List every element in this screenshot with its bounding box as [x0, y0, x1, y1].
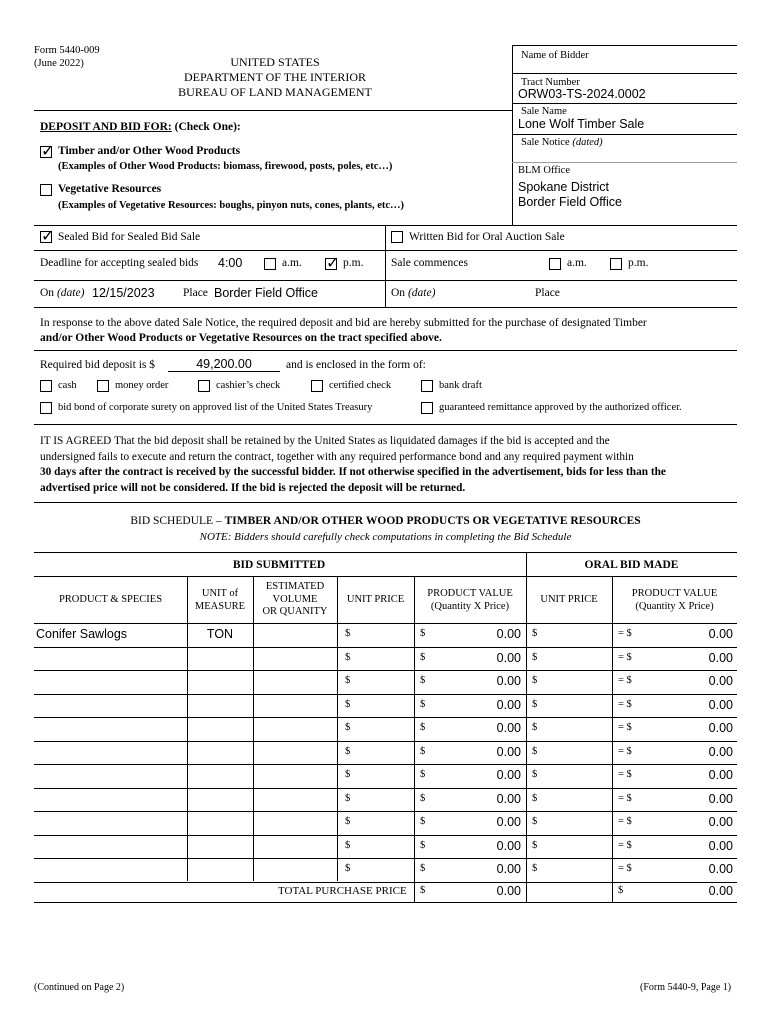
row-oral-unit-dollar: $ [532, 863, 538, 874]
total-purchase-value[interactable]: 0.00 [496, 884, 521, 898]
on-date-label: On (date) [40, 287, 85, 299]
row-volume-field[interactable] [254, 674, 336, 690]
row-value-dollar: $ [420, 652, 426, 663]
required-deposit-label: Required bid deposit is $ [40, 359, 155, 371]
row-oral-eq-dollar: = $ [618, 699, 632, 710]
row-product-value[interactable]: 0.00 [496, 721, 521, 735]
row-product-field[interactable] [36, 674, 185, 690]
oral-total-dollar-sign: $ [618, 885, 624, 896]
agreement-paragraph: IT IS AGREED That the bid deposit shall be retained by the United States as liquidated damages if the bid is accepted and the undersigned fails to execute and return the contract, together with any required performance bond and any required payment within 30 days after the contract is received by the successful bidder. If not otherwise specified in the advertisement, bids for less than the advertised price will not be considered. If the bid is rejected the deposit will be returned. [40, 435, 666, 494]
commence-place-label: Place [535, 287, 560, 299]
row-value-dollar: $ [420, 746, 426, 757]
row-unit-price-dollar: $ [345, 675, 351, 686]
row-product-field[interactable] [36, 862, 185, 878]
deadline-am-label: a.m. [282, 257, 302, 269]
col-oral-product-value: PRODUCT VALUE (Quantity X Price) [631, 588, 718, 612]
row-divider [34, 835, 737, 836]
vegetative-label: Vegetative Resources [58, 183, 162, 195]
sale-notice-label: Sale Notice (dated) [521, 137, 603, 148]
sealed-bid-checkbox[interactable] [40, 231, 52, 243]
row-product-field[interactable] [36, 651, 185, 667]
row-unit-price-dollar: $ [345, 652, 351, 663]
row-product-field[interactable] [36, 792, 185, 808]
guaranteed-remittance-checkbox[interactable] [421, 402, 433, 414]
row-product-value[interactable]: 0.00 [496, 768, 521, 782]
row-oral-unit-dollar: $ [532, 746, 538, 757]
row-unit-price-dollar: $ [345, 746, 351, 757]
row-volume-field[interactable] [254, 651, 336, 667]
row-volume-field[interactable] [254, 721, 336, 737]
row-product-field[interactable] [36, 815, 185, 831]
row-volume-field[interactable] [254, 815, 336, 831]
place-field[interactable]: Border Field Office [214, 286, 318, 300]
row-product-value[interactable]: 0.00 [496, 792, 521, 806]
row-oral-unit-dollar: $ [532, 699, 538, 710]
row-unit-field[interactable] [188, 862, 252, 878]
agency-line-2: DEPARTMENT OF THE INTERIOR [183, 70, 367, 84]
row-divider [34, 670, 737, 671]
row-oral-product-value[interactable]: 0.00 [708, 627, 733, 641]
tract-number-field[interactable]: ORW03-TS-2024.0002 [518, 87, 646, 101]
row-oral-unit-dollar: $ [532, 675, 538, 686]
row-product-field[interactable] [36, 745, 185, 761]
row-product-field[interactable] [36, 839, 185, 855]
money-order-checkbox[interactable] [97, 380, 109, 392]
row-unit-field[interactable] [188, 651, 252, 667]
enclosed-label: and is enclosed in the form of: [286, 359, 426, 371]
sealed-bid-label: Sealed Bid for Sealed Bid Sale [58, 231, 201, 243]
row-product-value[interactable]: 0.00 [496, 698, 521, 712]
row-divider [34, 858, 737, 859]
row-volume-field[interactable] [254, 768, 336, 784]
deadline-pm-label: p.m. [343, 257, 364, 269]
row-volume-field[interactable] [254, 792, 336, 808]
guaranteed-remittance-label: guaranteed remittance approved by the authorized officer. [439, 402, 682, 413]
row-unit-price-dollar: $ [345, 769, 351, 780]
row-oral-unit-dollar: $ [532, 628, 538, 639]
row-product-field[interactable] [36, 721, 185, 737]
row-product-value[interactable]: 0.00 [496, 745, 521, 759]
row-unit-price-dollar: $ [345, 816, 351, 827]
col-product-species: PRODUCT & SPECIES [58, 594, 163, 605]
row-value-dollar: $ [420, 628, 426, 639]
row-volume-field[interactable] [254, 862, 336, 878]
certified-check-label: certified check [329, 380, 392, 391]
row-oral-product-value[interactable]: 0.00 [708, 674, 733, 688]
row-unit-price-dollar: $ [345, 840, 351, 851]
deadline-pm-checkbox[interactable] [325, 258, 337, 270]
agency-line-3: BUREAU OF LAND MANAGEMENT [178, 85, 372, 99]
row-oral-eq-dollar: = $ [618, 816, 632, 827]
row-divider [34, 741, 737, 742]
tract-number-label: Tract Number [521, 77, 580, 88]
row-unit-price-dollar: $ [345, 793, 351, 804]
schedule-note: NOTE: Bidders should carefully check computations in completing the Bid Schedule [199, 531, 572, 543]
cashiers-check-checkbox[interactable] [198, 380, 210, 392]
row-oral-product-value[interactable]: 0.00 [708, 698, 733, 712]
on-date-field[interactable]: 12/15/2023 [92, 286, 155, 300]
commences-pm-checkbox[interactable] [610, 258, 622, 270]
row-oral-product-value[interactable]: 0.00 [708, 745, 733, 759]
row-oral-eq-dollar: = $ [618, 746, 632, 757]
bidder-name-field[interactable] [518, 58, 733, 72]
row-oral-eq-dollar: = $ [618, 675, 632, 686]
row-unit-price-dollar: $ [345, 722, 351, 733]
row-oral-product-value[interactable]: 0.00 [708, 862, 733, 876]
row-value-dollar: $ [420, 816, 426, 827]
row-unit-field[interactable] [188, 721, 252, 737]
written-bid-label: Written Bid for Oral Auction Sale [409, 231, 565, 243]
form-number: Form 5440-009 [34, 45, 100, 56]
footer-continued: (Continued on Page 2) [34, 982, 125, 993]
row-oral-product-value[interactable]: 0.00 [708, 792, 733, 806]
row-divider [34, 764, 737, 765]
row-oral-eq-dollar: = $ [618, 840, 632, 851]
form-date: (June 2022) [34, 58, 84, 69]
row-unit-price-dollar: $ [345, 628, 351, 639]
row-value-dollar: $ [420, 793, 426, 804]
row-unit-field[interactable] [188, 815, 252, 831]
commence-date-label: On (date) [391, 287, 436, 299]
sale-name-field[interactable]: Lone Wolf Timber Sale [518, 117, 645, 131]
agency-line-1: UNITED STATES [230, 55, 320, 69]
row-unit-field[interactable] [188, 745, 252, 761]
cashiers-check-label: cashier’s check [216, 380, 281, 391]
row-product-field[interactable] [36, 768, 185, 784]
row-unit-field[interactable] [188, 839, 252, 855]
row-value-dollar: $ [420, 769, 426, 780]
row-divider [34, 882, 737, 883]
row-oral-eq-dollar: = $ [618, 722, 632, 733]
vegetative-checkbox[interactable] [40, 184, 52, 196]
bid-bond-label: bid bond of corporate surety on approved list of the United States Treasury [58, 402, 373, 413]
row-value-dollar: $ [420, 722, 426, 733]
oral-total-value[interactable]: 0.00 [708, 884, 733, 898]
row-oral-product-value[interactable]: 0.00 [708, 815, 733, 829]
row-unit-field[interactable]: TON [206, 627, 234, 641]
row-oral-unit-dollar: $ [532, 816, 538, 827]
row-oral-eq-dollar: = $ [618, 769, 632, 780]
agency-heading [150, 55, 400, 100]
deadline-label: Deadline for accepting sealed bids [40, 257, 199, 269]
row-value-dollar: $ [420, 699, 426, 710]
row-unit-field[interactable] [188, 698, 252, 714]
col-unit-measure: UNIT of MEASURE [194, 588, 246, 612]
deposit-heading: DEPOSIT AND BID FOR: (Check One): [40, 121, 241, 133]
row-oral-eq-dollar: = $ [618, 793, 632, 804]
row-unit-field[interactable] [188, 768, 252, 784]
row-product-value[interactable]: 0.00 [496, 862, 521, 876]
row-oral-unit-dollar: $ [532, 840, 538, 851]
bid-bond-checkbox[interactable] [40, 402, 52, 414]
row-oral-eq-dollar: = $ [618, 628, 632, 639]
blm-office-line-2[interactable]: Border Field Office [518, 195, 622, 209]
timber-examples: (Examples of Other Wood Products: biomass, firewood, posts, poles, etc…) [58, 161, 393, 172]
row-oral-unit-dollar: $ [532, 769, 538, 780]
row-product-value[interactable]: 0.00 [496, 627, 521, 641]
row-oral-unit-dollar: $ [532, 793, 538, 804]
bid-submitted-heading: BID SUBMITTED [232, 559, 326, 571]
row-oral-eq-dollar: = $ [618, 652, 632, 663]
row-divider [34, 647, 737, 648]
row-oral-unit-dollar: $ [532, 722, 538, 733]
certified-check-checkbox[interactable] [311, 380, 323, 392]
row-product-value[interactable]: 0.00 [496, 839, 521, 853]
timber-checkbox[interactable] [40, 146, 52, 158]
bank-draft-checkbox[interactable] [421, 380, 433, 392]
col-estimated-volume: ESTIMATED VOLUME OR QUANITY [262, 581, 328, 617]
row-product-field[interactable] [36, 698, 185, 714]
timber-label: Timber and/or Other Wood Products [58, 145, 241, 157]
row-product-value[interactable]: 0.00 [496, 674, 521, 688]
row-value-dollar: $ [420, 840, 426, 851]
row-value-dollar: $ [420, 675, 426, 686]
row-divider [34, 811, 737, 812]
row-product-value[interactable]: 0.00 [496, 651, 521, 665]
commences-pm-label: p.m. [628, 257, 649, 269]
col-product-value: PRODUCT VALUE (Quantity X Price) [427, 588, 513, 612]
row-product-field[interactable]: Conifer Sawlogs [36, 627, 128, 641]
row-product-value[interactable]: 0.00 [496, 815, 521, 829]
row-value-dollar: $ [420, 863, 426, 874]
schedule-title: BID SCHEDULE – TIMBER AND/OR OTHER WOOD PRODUCTS OR VEGETATIVE RESOURCES [130, 515, 641, 527]
blm-office-label: BLM Office [518, 165, 571, 176]
row-divider [34, 717, 737, 718]
row-volume-field[interactable] [254, 745, 336, 761]
row-oral-product-value[interactable]: 0.00 [708, 651, 733, 665]
response-paragraph: In response to the above dated Sale Notice, the required deposit and bid are hereby submitted for the purchase of designated Timber and/or Other Wood Products or Vegetative Resources on the tract specified above. [40, 317, 647, 344]
total-dollar-sign: $ [420, 885, 426, 896]
commences-am-checkbox[interactable] [549, 258, 561, 270]
row-oral-product-value[interactable]: 0.00 [708, 839, 733, 853]
footer-page: (Form 5440-9, Page 1) [640, 982, 732, 993]
vegetative-examples: (Examples of Vegetative Resources: boughs, pinyon nuts, cones, plants, etc…) [58, 200, 405, 211]
written-bid-checkbox[interactable] [391, 231, 403, 243]
row-unit-price-dollar: $ [345, 863, 351, 874]
commences-am-label: a.m. [567, 257, 587, 269]
row-unit-price-dollar: $ [345, 699, 351, 710]
row-oral-product-value[interactable]: 0.00 [708, 721, 733, 735]
row-unit-field[interactable] [188, 674, 252, 690]
col-unit-price: UNIT PRICE [346, 594, 405, 605]
col-oral-unit-price: UNIT PRICE [540, 594, 598, 605]
bank-draft-label: bank draft [439, 380, 482, 391]
row-divider [34, 694, 737, 695]
row-oral-product-value[interactable]: 0.00 [708, 768, 733, 782]
blm-office-line-1[interactable]: Spokane District [518, 180, 610, 194]
oral-bid-heading: ORAL BID MADE [584, 559, 679, 571]
row-unit-field[interactable] [188, 792, 252, 808]
deadline-time-field[interactable]: 4:00 [218, 256, 243, 270]
cash-label: cash [58, 380, 77, 391]
total-purchase-label: TOTAL PURCHASE PRICE [278, 885, 407, 897]
cash-checkbox[interactable] [40, 380, 52, 392]
row-oral-unit-dollar: $ [532, 652, 538, 663]
required-deposit-field[interactable]: 49,200.00 [168, 357, 280, 372]
row-divider [34, 788, 737, 789]
row-oral-eq-dollar: = $ [618, 863, 632, 874]
bidder-name-label: Name of Bidder [521, 50, 589, 61]
money-order-label: money order [115, 380, 169, 391]
deadline-am-checkbox[interactable] [264, 258, 276, 270]
row-volume-field[interactable] [254, 698, 336, 714]
sale-name-label: Sale Name [521, 106, 567, 117]
row-volume-field[interactable] [254, 839, 336, 855]
sale-commences-label: Sale commences [391, 257, 468, 269]
row-volume-field[interactable] [254, 627, 336, 643]
place-label: Place [183, 287, 208, 299]
